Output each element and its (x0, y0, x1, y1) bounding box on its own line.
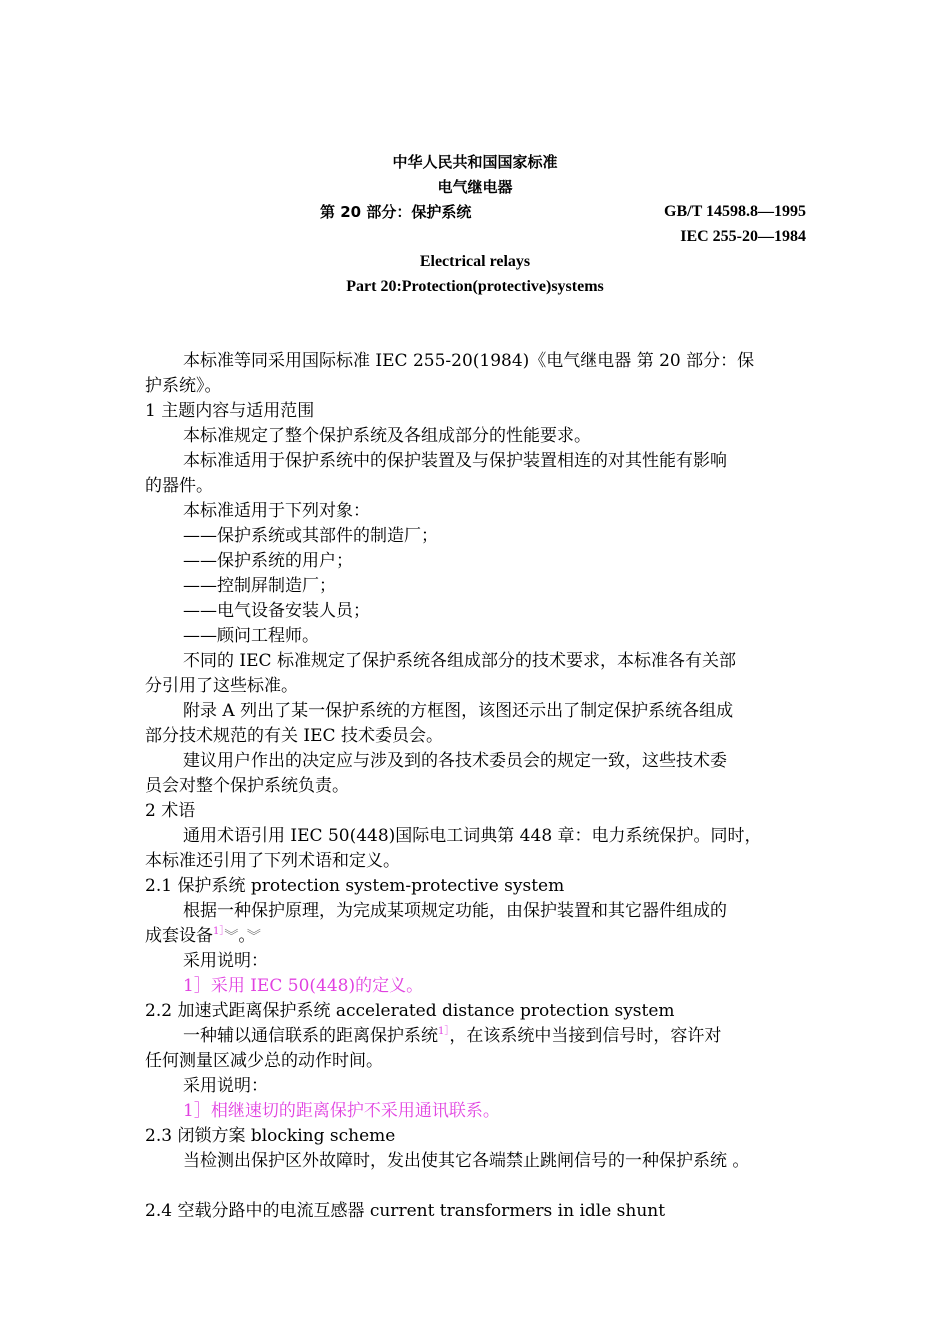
footnote-marker: 1］ (438, 1026, 450, 1037)
chevron-down-icon: ︾ (224, 929, 239, 945)
term-heading-2-1: 2.1 保护系统 protection system-protective system (145, 876, 565, 896)
paragraph-line: 本标准规定了整个保护系统及各组成部分的性能要求。 (183, 426, 591, 446)
paragraph-line: 分引用了这些标准。 (145, 676, 298, 696)
paragraph-line: 不同的 IEC 标准规定了保护系统各组成部分的技术要求，本标准各有关部 (183, 651, 736, 671)
paragraph-line: 本标准适用于保护系统中的保护装置及与保护装置相连的对其性能有影响 (183, 451, 727, 471)
paragraph-line: 本标准还引用了下列术语和定义。 (145, 851, 400, 871)
paragraph-line: 员会对整个保护系统负责。 (145, 776, 349, 796)
part-title: 第 20 部分：保护系统 (320, 203, 472, 221)
iec-standard-number: IEC 255-20—1984 (680, 228, 806, 245)
paragraph-line: 的器件。 (145, 476, 213, 496)
term-heading-2-3: 2.3 闭锁方案 blocking scheme (145, 1126, 396, 1146)
section-heading-1: 1 主题内容与适用范围 (145, 401, 315, 421)
paragraph-line: 护系统》。 (145, 376, 222, 396)
paragraph-line: 部分技术规范的有关 IEC 技术委员会。 (145, 726, 443, 746)
paragraph-line: 本标准等同采用国际标准 IEC 255-20(1984)《电气继电器 第 20 部分：保 (183, 351, 755, 371)
paragraph-line (145, 1024, 845, 1051)
term-heading-2-4: 2.4 空载分路中的电流互感器 current transformers in idle shunt (145, 1201, 666, 1221)
list-item: ——保护系统的用户； (183, 551, 353, 571)
paragraph-line: 当检测出保护区外故障时，发出使其它各端禁止跳闸信号的一种保护系统 。 (183, 1151, 750, 1171)
footnote-marker: 1］ (213, 926, 225, 937)
paragraph-line (145, 924, 807, 951)
adoption-note: 1］相继速切的距离保护不采用通讯联系。 (183, 1101, 500, 1121)
gb-standard-number: GB/T 14598.8—1995 (664, 203, 806, 220)
line-text: 一种辅以通信联系的距离保护系统 (183, 1026, 438, 1046)
line-text: ，在该系统中当接到信号时，容许对 (449, 1026, 722, 1046)
standard-category-title: 中华人民共和国国家标准 (392, 153, 558, 171)
line-text: 成套设备 (145, 926, 213, 946)
paragraph-line: 任何测量区减少总的动作时间。 (145, 1051, 383, 1071)
list-item: ——电气设备安装人员； (183, 601, 370, 621)
list-item: ——保护系统或其部件的制造厂； (183, 526, 438, 546)
list-item: ——控制屏制造厂； (183, 576, 336, 596)
term-heading-2-2: 2.2 加速式距离保护系统 accelerated distance protection system (145, 1001, 675, 1021)
adoption-note-label: 采用说明： (183, 1076, 268, 1096)
paragraph-line: 根据一种保护原理，为完成某项规定功能，由保护装置和其它器件组成的 (183, 901, 727, 921)
paragraph-line: 附录 A 列出了某一保护系统的方框图，该图还示出了制定保护系统各组成 (183, 701, 734, 721)
line-text: 。 (238, 926, 247, 946)
adoption-note: 1］采用 IEC 50(448)的定义。 (183, 976, 424, 996)
standard-main-title: 电气继电器 (437, 178, 513, 196)
section-heading-2: 2 术语 (145, 801, 196, 821)
paragraph-line: 通用术语引用 IEC 50(448)国际电工词典第 448 章：电力系统保护。同时， (183, 826, 762, 846)
chevron-down-icon: ︾ (246, 929, 261, 945)
list-item: ——顾问工程师。 (183, 626, 319, 646)
paragraph-line: 本标准适用于下列对象： (183, 501, 370, 521)
english-title: Electrical relays (419, 253, 531, 270)
adoption-note-label: 采用说明： (183, 951, 268, 971)
english-subtitle: Part 20:Protection(protective)systems (346, 278, 604, 295)
paragraph-line: 建议用户作出的决定应与涉及到的各技术委员会的规定一致，这些技术委 (183, 751, 727, 771)
